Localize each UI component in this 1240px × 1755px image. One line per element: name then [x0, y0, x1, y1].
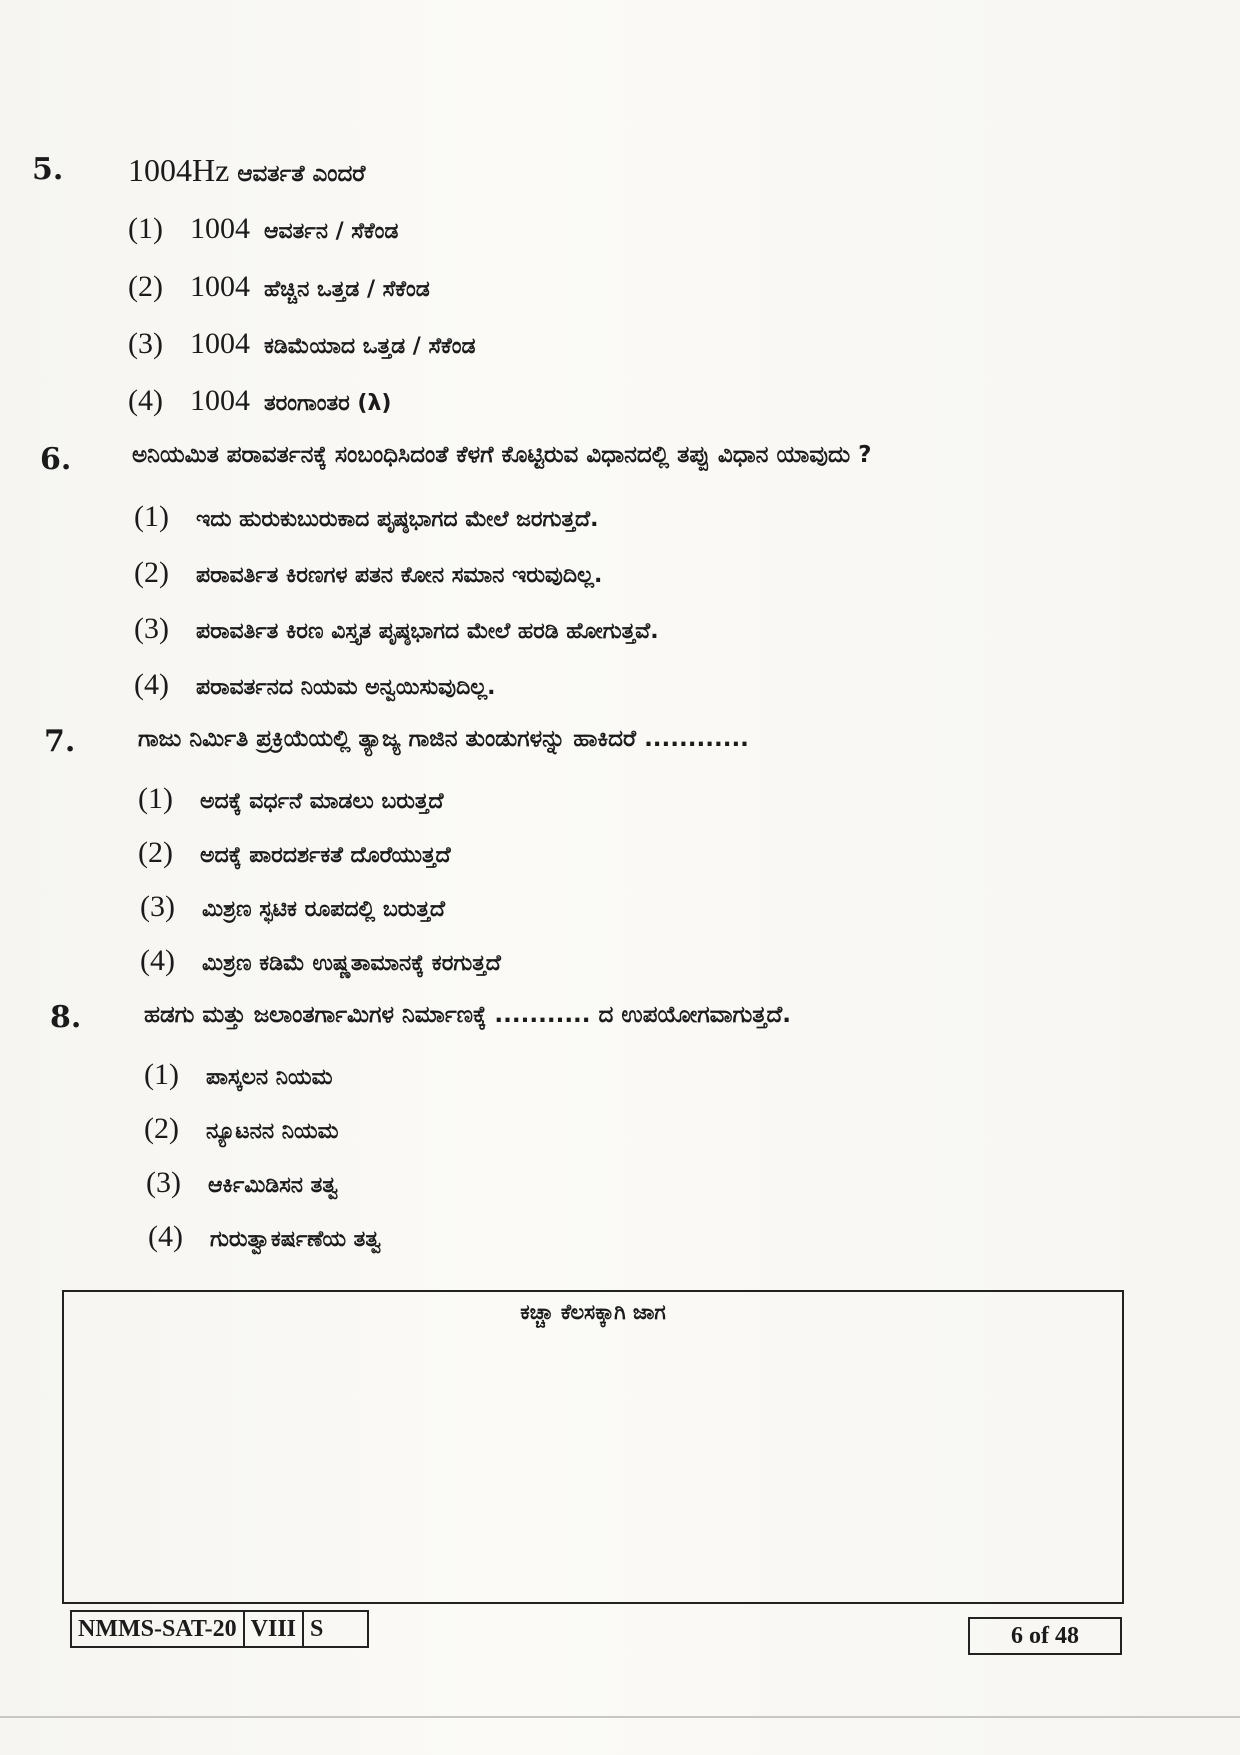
option-value: 1004	[190, 212, 250, 245]
option-number: (1)	[144, 1058, 179, 1091]
option-text: ಮಿಶ್ರಣ ಸ್ಫಟಿಕ ರೂಪದಲ್ಲಿ ಬರುತ್ತದೆ	[202, 897, 446, 922]
option-value: 1004	[190, 327, 250, 360]
option-number: (3)	[128, 327, 163, 360]
option	[146, 1166, 338, 1200]
option-number: (4)	[148, 1220, 183, 1253]
option-value: 1004	[190, 384, 250, 417]
question-number: 8.	[50, 1000, 82, 1035]
option-number: (2)	[128, 270, 163, 303]
option-number: (1)	[134, 500, 169, 533]
option-text: ಕಡಿಮೆಯಾದ ಒತ್ತಡ / ಸೆಕೆಂಡ	[264, 334, 476, 359]
option	[148, 1220, 381, 1254]
option	[144, 1058, 333, 1092]
option-text: ಹೆಚ್ಚಿನ ಒತ್ತಡ / ಸೆಕೆಂಡ	[264, 277, 430, 302]
question-number: 5.	[32, 152, 64, 187]
option-number: (3)	[146, 1166, 181, 1199]
option-number: (4)	[140, 944, 175, 977]
option-text: ಪರಾವರ್ತಿತ ಕಿರಣ ವಿಸ್ತೃತ ಪೃಷ್ಠಭಾಗದ ಮೇಲೆ ಹರಡಿ ಹೋಗುತ್ತವೆ.	[196, 619, 659, 644]
section: S	[310, 1615, 324, 1642]
option	[128, 327, 476, 361]
option-text: ಅದಕ್ಕೆ ಪಾರದರ್ಶಕತೆ ದೊರೆಯುತ್ತದೆ	[200, 843, 451, 868]
option	[138, 836, 451, 870]
option-number: (1)	[128, 212, 163, 245]
question-text-kn: ಆವರ್ತತೆ ಎಂದರೆ	[237, 161, 366, 187]
option-text: ಪಾಸ್ಕಲನ ನಿಯಮ	[206, 1065, 333, 1090]
option-number: (4)	[128, 384, 163, 417]
question-text: ಅನಿಯಮಿತ ಪರಾವರ್ತನಕ್ಕೆ ಸಂಬಂಧಿಸಿದಂತೆ ಕೆಳಗೆ ಕೊಟ್ಟಿರುವ ವಿಧಾನದಲ್ಲಿ ತಪ್ಪು ವಿಧಾನ ಯಾವುದು ?	[132, 442, 872, 468]
question-text: ಗಾಜು ನಿರ್ಮಿತಿ ಪ್ರಕ್ರಿಯೆಯಲ್ಲಿ ತ್ಯಾಜ್ಯ ಗಾಜಿನ ತುಂಡುಗಳನ್ನು ಹಾಕಿದರೆ ............	[138, 726, 749, 752]
option-text: ಇದು ಹುರುಕುಬುರುಕಾದ ಪೃಷ್ಠಭಾಗದ ಮೇಲೆ ಜರಗುತ್ತದೆ.	[196, 507, 599, 532]
exam-code: NMMS-SAT-20	[72, 1612, 245, 1646]
option-text: ಆವರ್ತನ / ಸೆಕೆಂಡ	[264, 219, 399, 244]
question-number: 7.	[44, 724, 76, 759]
question-text: ಹಡಗು ಮತ್ತು ಜಲಾಂತರ್ಗಾಮಿಗಳ ನಿರ್ಮಾಣಕ್ಕೆ ........... ದ ಉಪಯೋಗವಾಗುತ್ತದೆ.	[144, 1002, 791, 1028]
option	[128, 384, 391, 418]
option-number: (3)	[140, 890, 175, 923]
question-text	[128, 152, 365, 189]
option-value: 1004	[190, 270, 250, 303]
option-number: (2)	[134, 556, 169, 589]
option	[134, 556, 602, 590]
option	[134, 500, 598, 534]
option	[134, 612, 659, 646]
option-text: ಗುರುತ್ವಾಕರ್ಷಣೆಯ ತತ್ವ	[210, 1227, 381, 1252]
option-number: (4)	[134, 668, 169, 701]
option-text: ನ್ಯೂಟನನ ನಿಯಮ	[206, 1119, 339, 1144]
page-number: 6 of 48	[968, 1617, 1122, 1655]
option	[128, 270, 430, 304]
option-number: (2)	[144, 1112, 179, 1145]
question-number: 6.	[40, 442, 72, 477]
grade: VIII	[245, 1612, 304, 1646]
option	[134, 668, 496, 702]
option-text: ಆರ್ಕಿಮಿಡಿಸನ ತತ್ವ	[208, 1173, 338, 1198]
option	[144, 1112, 339, 1146]
option	[138, 782, 444, 816]
question-text-en: 1004Hz	[128, 152, 230, 188]
option-number: (2)	[138, 836, 173, 869]
rough-work-title: ಕಚ್ಚಾ ಕೆಲಸಕ್ಕಾಗಿ ಜಾಗ	[520, 1300, 666, 1324]
rough-work-box	[62, 1290, 1124, 1604]
option	[140, 944, 501, 978]
page-edge-divider	[0, 1716, 1240, 1718]
option-number: (3)	[134, 612, 169, 645]
option	[140, 890, 445, 924]
option	[128, 212, 398, 246]
option-text: ಅದಕ್ಕೆ ವರ್ಧನೆ ಮಾಡಲು ಬರುತ್ತದೆ	[200, 789, 444, 814]
option-text: ಪರಾವರ್ತನದ ನಿಯಮ ಅನ್ವಯಿಸುವುದಿಲ್ಲ.	[196, 675, 496, 700]
option-number: (1)	[138, 782, 173, 815]
option-text: ಪರಾವರ್ತಿತ ಕಿರಣಗಳ ಪತನ ಕೋನ ಸಮಾನ ಇರುವುದಿಲ್ಲ.	[196, 563, 603, 588]
option-text: ತರಂಗಾಂತರ (λ)	[264, 391, 392, 416]
footer-code-box	[70, 1610, 369, 1648]
option-text: ಮಿಶ್ರಣ ಕಡಿಮೆ ಉಷ್ಣತಾಮಾನಕ್ಕೆ ಕರಗುತ್ತದೆ	[202, 951, 501, 976]
